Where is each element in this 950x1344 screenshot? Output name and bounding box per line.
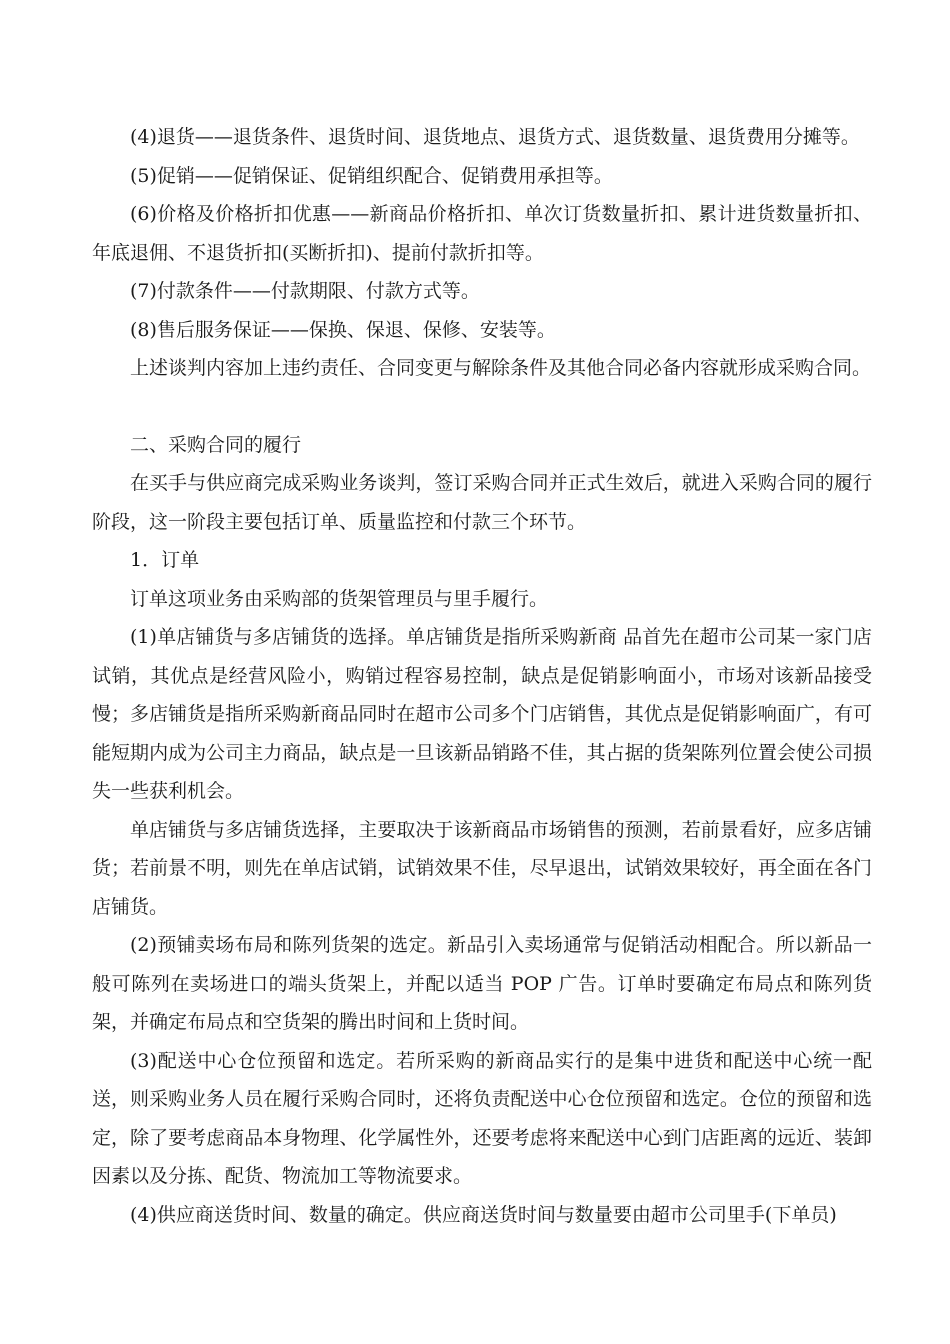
subheading-order: 1．订单 xyxy=(130,549,200,571)
paragraph-layout-shelves: (2)预铺卖场布局和陈列货架的选定。新品引入卖场通常与促销活动相配合。所以新品一般可陈列在卖场进口的端头货架上，并配以适当 POP 广告。订单时要确定布局点和陈列货架，并确定布局点和空货架的腾出时间和上货时间。 xyxy=(92,934,872,1033)
paragraph-price-discount: (6)价格及价格折扣优惠——新商品价格折扣、单次订货数量折扣、累计进货数量折扣、年底退佣、不退货折扣(买断折扣)、提前付款折扣等。 xyxy=(92,203,872,264)
paragraph-store-choice: 单店铺货与多店铺货选择，主要取决于该新商品市场销售的预测，若前景看好，应多店铺货；若前景不明，则先在单店试销，试销效果不佳，尽早退出，试销效果较好，再全面在各门店铺货。 xyxy=(92,818,872,918)
paragraph-delivery-time: (4)供应商送货时间、数量的确定。供应商送货时间与数量要由超市公司里手(下单员) xyxy=(130,1203,837,1226)
document-body xyxy=(92,118,872,1234)
section-spacer xyxy=(92,388,872,426)
paragraph-contract-performance: 在买手与供应商完成采购业务谈判，签订采购合同并正式生效后，就进入采购合同的履行阶段，这一阶段主要包括订单、质量监控和付款三个环节。 xyxy=(92,472,872,533)
paragraph-after-sales: (8)售后服务保证——保换、保退、保修、安装等。 xyxy=(130,318,556,341)
paragraph-return-goods: (4)退货——退货条件、退货时间、退货地点、退货方式、退货数量、退货费用分摊等。 xyxy=(130,126,860,148)
paragraph-warehouse-slot: (3)配送中心仓位预留和选定。若所采购的新商品实行的是集中进货和配送中心统一配送，则采购业务人员在履行采购合同时，还将负责配送中心仓位预留和选定。仓位的预留和选定，除了要考虑商品本身物理、化学属性外，还要考虑将来配送中心到门店距离的远近、装卸因素以及分拣、配货、物流加工等物流要求。 xyxy=(92,1049,872,1187)
paragraph-order-intro: 订单这项业务由采购部的货架管理员与里手履行。 xyxy=(130,587,549,610)
section-heading: 二、采购合同的履行 xyxy=(130,433,302,456)
paragraph-contract-summary: 上述谈判内容加上违约责任、合同变更与解除条件及其他合同必备内容就形成采购合同。 xyxy=(130,357,872,379)
paragraph-single-multi-store: (1)单店铺货与多店铺货的选择。单店铺货是指所采购新商 品首先在超市公司某一家门店试销，其优点是经营风险小，购销过程容易控制，缺点是促销影响面小，市场对该新品接受慢；多店铺货是指所采购新商品同时在超市公司多个门店销售，其优点是促销影响面广，有可能短期内成为公司主力商品，缺点是一旦该新品销路不佳，其占据的货架陈列位置会使公司损失一些获利机会。 xyxy=(92,626,872,802)
paragraph-payment-terms: (7)付款条件——付款期限、付款方式等。 xyxy=(130,280,480,302)
paragraph-promotion: (5)促销——促销保证、促销组织配合、促销费用承担等。 xyxy=(130,164,613,187)
